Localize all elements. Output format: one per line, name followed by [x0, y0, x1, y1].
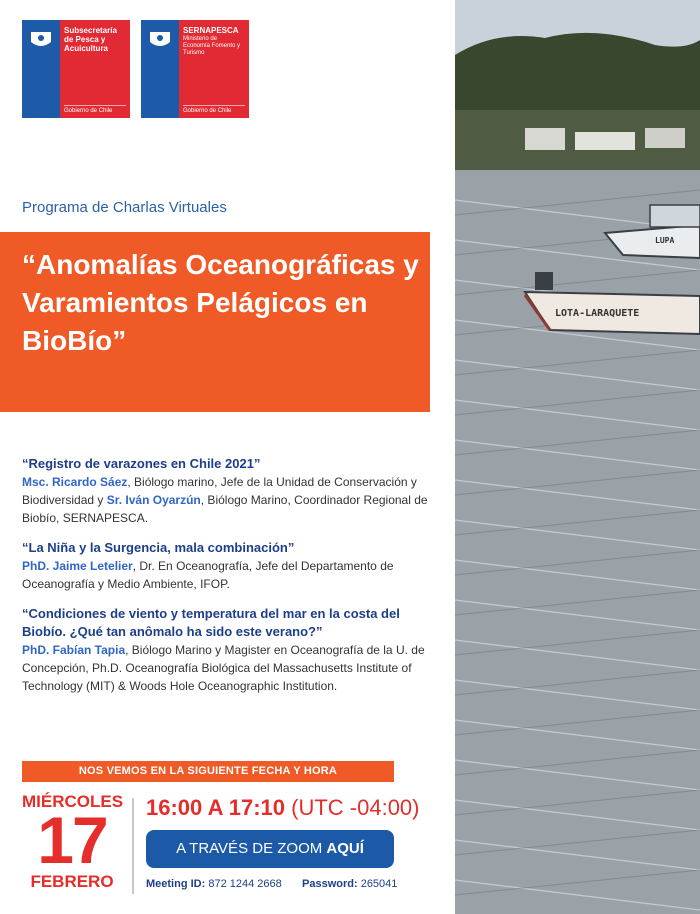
- talk-item: [22, 539, 432, 593]
- speaker-name: Sr. Iván Oyarzún: [106, 493, 201, 507]
- speaker-name: PhD. Jaime Letelier: [22, 559, 133, 573]
- program-label: Programa de Charlas Virtuales: [22, 199, 227, 216]
- talk-list: [22, 455, 432, 707]
- logo-footer: Gobierno de Chile: [183, 105, 245, 114]
- logo-subtitle: Ministerio de Economía Fomento y Turismo: [183, 36, 241, 56]
- speaker-role: , Biólogo Marino, Coordinador Regional de Biobío, SERNAPESCA.: [22, 493, 428, 525]
- talk-title: “La Niña y la Surgencia, mala combinación”: [22, 540, 295, 555]
- password-value: 265041: [357, 878, 398, 890]
- talk-description: [22, 557, 432, 593]
- coat-of-arms-icon: [27, 28, 55, 52]
- meeting-id-value: 872 1244 2668: [205, 878, 282, 890]
- talk-description: [22, 473, 432, 527]
- logo-name: Subsecretaría de Pesca y Acuicultura: [64, 26, 117, 53]
- time-zone: (UTC -04:00): [285, 795, 420, 820]
- password-label: Password:: [302, 878, 358, 890]
- speaker-role: , Dr. En Oceanografía, Jefe del Departamento de Oceanografía y Medio Ambiente, IFOP.: [22, 559, 394, 591]
- boat-label-lota-laraquete: LOTA-LARAQUETE: [555, 308, 640, 319]
- speaker-role: , Biólogo Marino y Magister en Oceanografía de la U. de Concepción, Ph.D. Oceanografía Biológica del Massachusetts Institute of Technology (MIT) & Woods Hole Oceanographic Institution.: [22, 643, 425, 693]
- photo-illustration: [455, 0, 700, 914]
- speaker-name: Msc. Ricardo Sáez: [22, 475, 128, 489]
- coat-of-arms-icon: [146, 28, 174, 52]
- talk-title: “Registro de varazones en Chile 2021”: [22, 456, 261, 471]
- time-range: 16:00 A 17:10: [146, 795, 286, 820]
- talk-item: [22, 455, 432, 527]
- logo-subpesca: [22, 20, 130, 118]
- divider: [132, 798, 134, 894]
- event-time: [146, 795, 420, 821]
- logo-name: SERNAPESCA: [183, 26, 239, 35]
- boat-label-lupa: LUPA: [655, 236, 675, 245]
- meeting-id-label: Meeting ID:: [146, 878, 206, 890]
- zoom-text: A TRAVÉS DE ZOOM: [176, 840, 327, 857]
- talk-title: “Condiciones de viento y temperatura del mar en la costa del Biobío. ¿Qué tan anômalo ha sido este verano?”: [22, 606, 400, 639]
- event-day: 17: [37, 803, 107, 877]
- photo-dead-fish-shore: [455, 0, 700, 914]
- speaker-name: PhD. Fabían Tapia: [22, 643, 126, 657]
- event-title: “Anomalías Oceanográficas y Varamientos Pelágicos en BioBío”: [22, 249, 419, 356]
- event-weekday: MIÉRCOLES: [22, 792, 124, 811]
- date-banner: NOS VEMOS EN LA SIGUIENTE FECHA Y HORA: [22, 761, 394, 782]
- speaker-role: , Biólogo marino, Jefe de la Unidad de Conservación y Biodiversidad y: [22, 475, 417, 507]
- zoom-link-button[interactable]: [146, 830, 394, 868]
- meeting-info: [146, 878, 406, 890]
- logo-sernapesca: [141, 20, 249, 118]
- meeting-password: [302, 878, 397, 890]
- zoom-link[interactable]: AQUÍ: [326, 840, 364, 857]
- logo-footer: Gobierno de Chile: [64, 105, 126, 114]
- title-banner: [0, 232, 430, 412]
- event-month: FEBRERO: [30, 872, 114, 891]
- talk-item: [22, 605, 432, 695]
- talk-description: [22, 641, 432, 695]
